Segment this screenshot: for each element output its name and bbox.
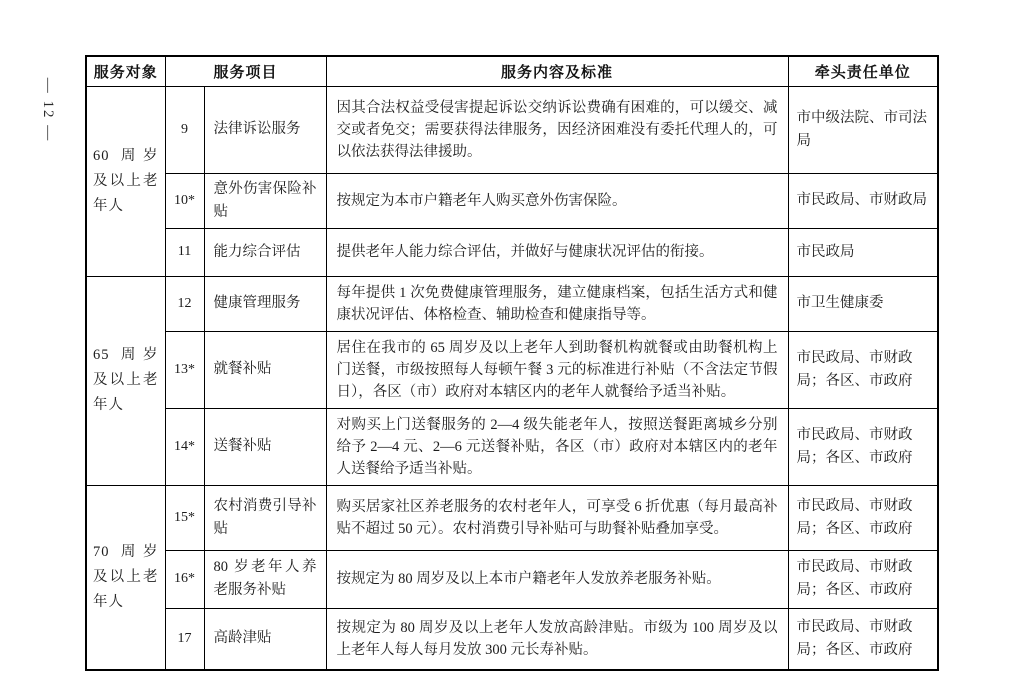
col-header-service-content: 服务内容及标准 bbox=[326, 56, 788, 86]
table-row bbox=[86, 228, 938, 276]
service-no-cell: 17 bbox=[165, 608, 204, 670]
service-item-cell: 法律诉讼服务 bbox=[204, 86, 326, 173]
header-row bbox=[86, 56, 938, 86]
col-header-service-target: 服务对象 bbox=[86, 56, 165, 86]
service-no-cell: 15* bbox=[165, 485, 204, 550]
table-row bbox=[86, 485, 938, 550]
service-content-cell: 对购买上门送餐服务的 2—4 级失能老年人，按照送餐距离城乡分别给予 2—4 元、2—6 元送餐补贴，各区（市）政府对本辖区内的老年人送餐给予适当补贴。 bbox=[326, 408, 788, 485]
page-number: — 12 — bbox=[40, 77, 56, 143]
table-row bbox=[86, 408, 938, 485]
lead-unit-cell: 市中级法院、市司法局 bbox=[788, 86, 938, 173]
service-content-cell: 因其合法权益受侵害提起诉讼交纳诉讼费确有困难的，可以缓交、减交或者免交；需要获得法律服务，因经济困难没有委托代理人的，可以依法获得法律援助。 bbox=[326, 86, 788, 173]
service-content-cell: 按规定为 80 周岁及以上老年人发放高龄津贴。市级为 100 周岁及以上老年人每人每月发放 300 元长寿补贴。 bbox=[326, 608, 788, 670]
service-item-cell: 农村消费引导补贴 bbox=[204, 485, 326, 550]
lead-unit-cell: 市民政局、市财政局；各区、市政府 bbox=[788, 550, 938, 608]
service-item-cell: 就餐补贴 bbox=[204, 331, 326, 408]
service-content-cell: 购买居家社区养老服务的农村老年人，可享受 6 折优惠（每月最高补贴不超过 50 元）。农村消费引导补贴可与助餐补贴叠加享受。 bbox=[326, 485, 788, 550]
table-row bbox=[86, 550, 938, 608]
service-item-cell: 送餐补贴 bbox=[204, 408, 326, 485]
age-group-cell-60: 60 周岁及以上老年人 bbox=[86, 86, 165, 276]
service-item-cell: 能力综合评估 bbox=[204, 228, 326, 276]
table-row bbox=[86, 331, 938, 408]
service-no-cell: 10* bbox=[165, 173, 204, 228]
service-content-cell: 按规定为本市户籍老年人购买意外伤害保险。 bbox=[326, 173, 788, 228]
lead-unit-cell: 市民政局 bbox=[788, 228, 938, 276]
lead-unit-cell: 市民政局、市财政局；各区、市政府 bbox=[788, 408, 938, 485]
service-no-cell: 9 bbox=[165, 86, 204, 173]
service-item-cell: 高龄津贴 bbox=[204, 608, 326, 670]
lead-unit-cell: 市民政局、市财政局；各区、市政府 bbox=[788, 485, 938, 550]
service-content-cell: 提供老年人能力综合评估，并做好与健康状况评估的衔接。 bbox=[326, 228, 788, 276]
table-row bbox=[86, 86, 938, 173]
service-no-cell: 14* bbox=[165, 408, 204, 485]
service-content-cell: 居住在我市的 65 周岁及以上老年人到助餐机构就餐或由助餐机构上门送餐，市级按照每人每顿午餐 3 元的标准进行补贴（不含法定节假日），各区（市）政府对本辖区内的老年人就餐给予适当补贴。 bbox=[326, 331, 788, 408]
table-row bbox=[86, 173, 938, 228]
lead-unit-cell: 市民政局、市财政局；各区、市政府 bbox=[788, 331, 938, 408]
age-group-cell-65: 65 周岁及以上老年人 bbox=[86, 276, 165, 485]
service-content-cell: 按规定为 80 周岁及以上本市户籍老年人发放养老服务补贴。 bbox=[326, 550, 788, 608]
lead-unit-cell: 市民政局、市财政局 bbox=[788, 173, 938, 228]
service-item-cell: 80 岁老年人养老服务补贴 bbox=[204, 550, 326, 608]
col-header-service-item: 服务项目 bbox=[165, 56, 326, 86]
table-row bbox=[86, 608, 938, 670]
lead-unit-cell: 市民政局、市财政局；各区、市政府 bbox=[788, 608, 938, 670]
service-item-cell: 健康管理服务 bbox=[204, 276, 326, 331]
elderly-services-table bbox=[85, 55, 939, 671]
lead-unit-cell: 市卫生健康委 bbox=[788, 276, 938, 331]
service-no-cell: 16* bbox=[165, 550, 204, 608]
table-row bbox=[86, 276, 938, 331]
col-header-lead-unit: 牵头责任单位 bbox=[788, 56, 938, 86]
service-no-cell: 11 bbox=[165, 228, 204, 276]
service-no-cell: 13* bbox=[165, 331, 204, 408]
service-content-cell: 每年提供 1 次免费健康管理服务，建立健康档案，包括生活方式和健康状况评估、体格检查、辅助检查和健康指导等。 bbox=[326, 276, 788, 331]
service-item-cell: 意外伤害保险补贴 bbox=[204, 173, 326, 228]
service-no-cell: 12 bbox=[165, 276, 204, 331]
age-group-cell-70: 70 周岁及以上老年人 bbox=[86, 485, 165, 670]
